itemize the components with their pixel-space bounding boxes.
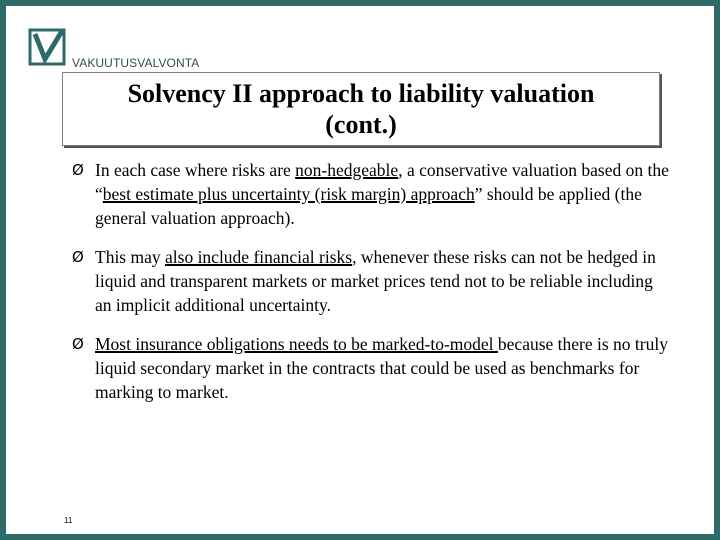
bullet-1-text-b: , a conservative valuation based on the “: [95, 160, 669, 204]
bullet-2-text-b: , whenever these risks can not be hedged in liquid and transparent markets or market prices tend not to be reliable including an implicit additional uncertainty.: [95, 247, 656, 315]
bullet-1-underlined-a: non-hedgeable: [295, 160, 399, 180]
slide: [6, 6, 714, 534]
list-item: [70, 158, 670, 230]
bullet-2-text-a: This may: [95, 247, 165, 267]
bullet-3-underlined: Most insurance obligations needs to be marked-to-model: [95, 334, 498, 354]
checkmark-v-logo-icon: [28, 28, 66, 66]
arrow-bullet-icon: Ø: [72, 161, 84, 179]
page-number: 11: [64, 516, 73, 525]
bullet-list: [70, 158, 670, 404]
bullet-1-text-a: In each case where risks are: [95, 160, 296, 180]
page-title: [128, 78, 595, 140]
bullet-3-text: because there is no truly liquid secondary market in the contracts that could be used as benchmarks for marking to market.: [95, 334, 668, 402]
arrow-bullet-icon: Ø: [72, 248, 84, 266]
bullet-2-underlined: also include financial risks: [165, 247, 353, 267]
title-box: [62, 72, 660, 146]
list-item: [70, 245, 670, 317]
logo-text: VAKUUTUSVALVONTA: [72, 56, 200, 70]
logo: [28, 28, 200, 70]
arrow-bullet-icon: Ø: [72, 335, 84, 353]
list-item: [70, 332, 670, 404]
bullet-1-underlined-b: best estimate plus uncertainty (risk margin) approach: [102, 184, 475, 204]
title-line-1: Solvency II approach to liability valuation: [127, 79, 595, 108]
title-line-2: (cont.): [325, 110, 397, 139]
bullet-1-text-c: ” should be applied (the general valuation approach).: [95, 184, 642, 228]
